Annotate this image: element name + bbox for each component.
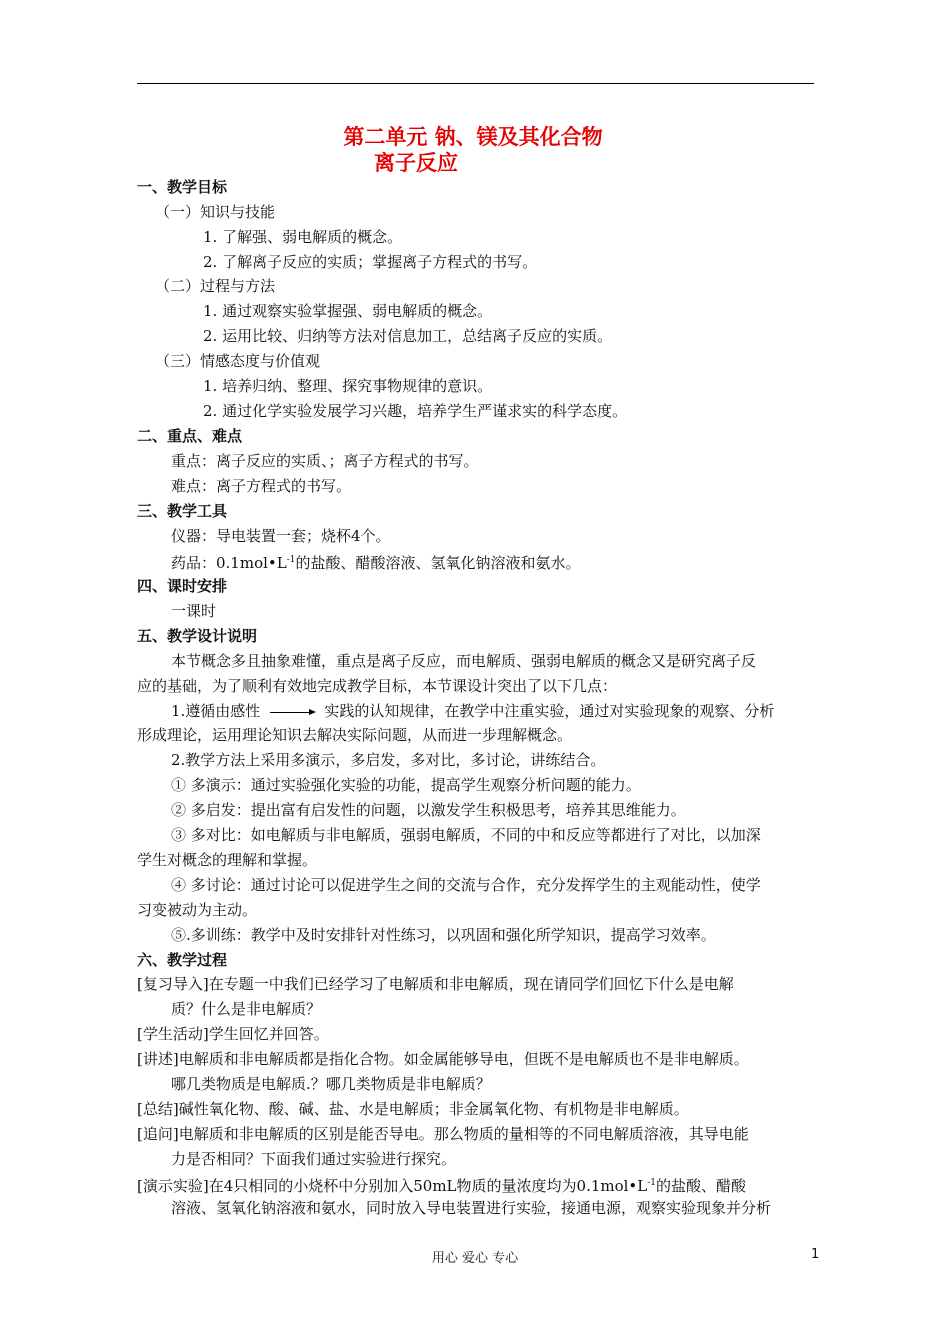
paragraph: 应的基础，为了顺利有效地完成教学目标，本节课设计突出了以下几点：	[137, 677, 618, 695]
document-title: 第二单元 钠、镁及其化合物	[343, 125, 603, 149]
instruments: 仪器：导电装置一套；烧杯4个。	[171, 527, 391, 545]
header-rule	[137, 83, 814, 84]
paragraph: ① 多演示：通过实验强化实验的功能，提高学生观察分析问题的能力。	[171, 776, 641, 794]
difficult-point: 难点：离子方程式的书写。	[171, 477, 352, 495]
list-item: 2. 了解离子反应的实质；掌握离子方程式的书写。	[203, 253, 538, 271]
section-heading-5: 五、教学设计说明	[137, 627, 258, 645]
paragraph: ④ 多讨论：通过讨论可以促进学生之间的交流与合作，充分发挥学生的主观能动性，使学	[171, 876, 761, 894]
subsection-2: （二）过程与方法	[155, 277, 276, 295]
process-line: [追问]电解质和非电解质的区别是能否导电。那么物质的量相等的不同电解质溶液，其导电能	[137, 1125, 749, 1143]
paragraph: ⑤.多训练：教学中及时安排针对性练习，以巩固和强化所学知识，提高学习效率。	[171, 926, 716, 944]
page-footer: 用心 爱心 专心	[431, 1251, 519, 1266]
reagents: 药品：$0.1mol•L^{-1}$的盐酸、醋酸溶液、氢氧化钠溶液和氨水。	[171, 554, 581, 572]
document-subtitle: 离子反应	[374, 151, 458, 175]
paragraph: ② 多启发：提出富有启发性的问题，以激发学生积极思考，培养其思维能力。	[171, 801, 686, 819]
section-heading-2: 二、重点、难点	[137, 427, 243, 445]
process-line: [学生活动]学生回忆并回答。	[137, 1025, 329, 1043]
paragraph: 2.教学方法上采用多演示，多启发，多对比，多讨论，讲练结合。	[171, 751, 606, 769]
process-line: [讲述]电解质和非电解质都是指化合物。如金属能够导电，但既不是电解质也不是非电解质。	[137, 1050, 749, 1068]
process-line: 溶液、氢氧化钠溶液和氨水，同时放入导电装置进行实验，接通电源，观察实验现象并分析	[171, 1199, 772, 1217]
paragraph: 本节概念多且抽象难懂，重点是离子反应，而电解质、强弱电解质的概念又是研究离子反	[171, 652, 757, 670]
process-line: [演示实验]在4只相同的小烧杯中分别加入50mL物质的量浓度均为$0.1mol•L^{-1}$的盐酸、醋酸	[137, 1177, 747, 1195]
process-line: 力是否相同？下面我们通过实验进行探究。	[171, 1150, 457, 1168]
arrow-icon	[270, 712, 314, 713]
paragraph: 习变被动为主动。	[137, 901, 258, 919]
paragraph: 1.遵循由感性 实践的认知规律，在教学中注重实验，通过对实验现象的观察、分析	[171, 702, 775, 720]
key-point: 重点：离子反应的实质、；离子方程式的书写。	[171, 452, 479, 470]
process-line: [复习导入]在专题一中我们已经学习了电解质和非电解质，现在请同学们回忆下什么是电解	[137, 975, 734, 993]
paragraph: ③ 多对比：如电解质与非电解质，强弱电解质，不同的中和反应等都进行了对比，以加深	[171, 826, 761, 844]
page-number: 1	[811, 1247, 820, 1262]
list-item: 1. 了解强、弱电解质的概念。	[203, 228, 403, 246]
schedule-text: 一课时	[171, 602, 217, 620]
section-heading-3: 三、教学工具	[137, 502, 228, 520]
list-item: 2. 运用比较、归纳等方法对信息加工，总结离子反应的实质。	[203, 327, 613, 345]
subsection-1: （一）知识与技能	[155, 203, 276, 221]
list-item: 1. 培养归纳、整理、探究事物规律的意识。	[203, 377, 493, 395]
list-item: 1. 通过观察实验掌握强、弱电解质的概念。	[203, 302, 493, 320]
process-line: 哪几类物质是电解质.？哪几类物质是非电解质？	[171, 1075, 491, 1093]
process-line: 质？什么是非电解质？	[171, 1000, 322, 1018]
section-heading-1: 一、教学目标	[137, 178, 228, 196]
subsection-3: （三）情感态度与价值观	[155, 352, 321, 370]
section-heading-6: 六、教学过程	[137, 951, 228, 969]
paragraph: 学生对概念的理解和掌握。	[137, 851, 318, 869]
process-line: [总结]碱性氧化物、酸、碱、盐、水是电解质；非金属氧化物、有机物是非电解质。	[137, 1100, 689, 1118]
section-heading-4: 四、课时安排	[137, 577, 228, 595]
paragraph: 形成理论，运用理论知识去解决实际问题，从而进一步理解概念。	[137, 726, 573, 744]
list-item: 2. 通过化学实验发展学习兴趣，培养学生严谨求实的科学态度。	[203, 402, 628, 420]
